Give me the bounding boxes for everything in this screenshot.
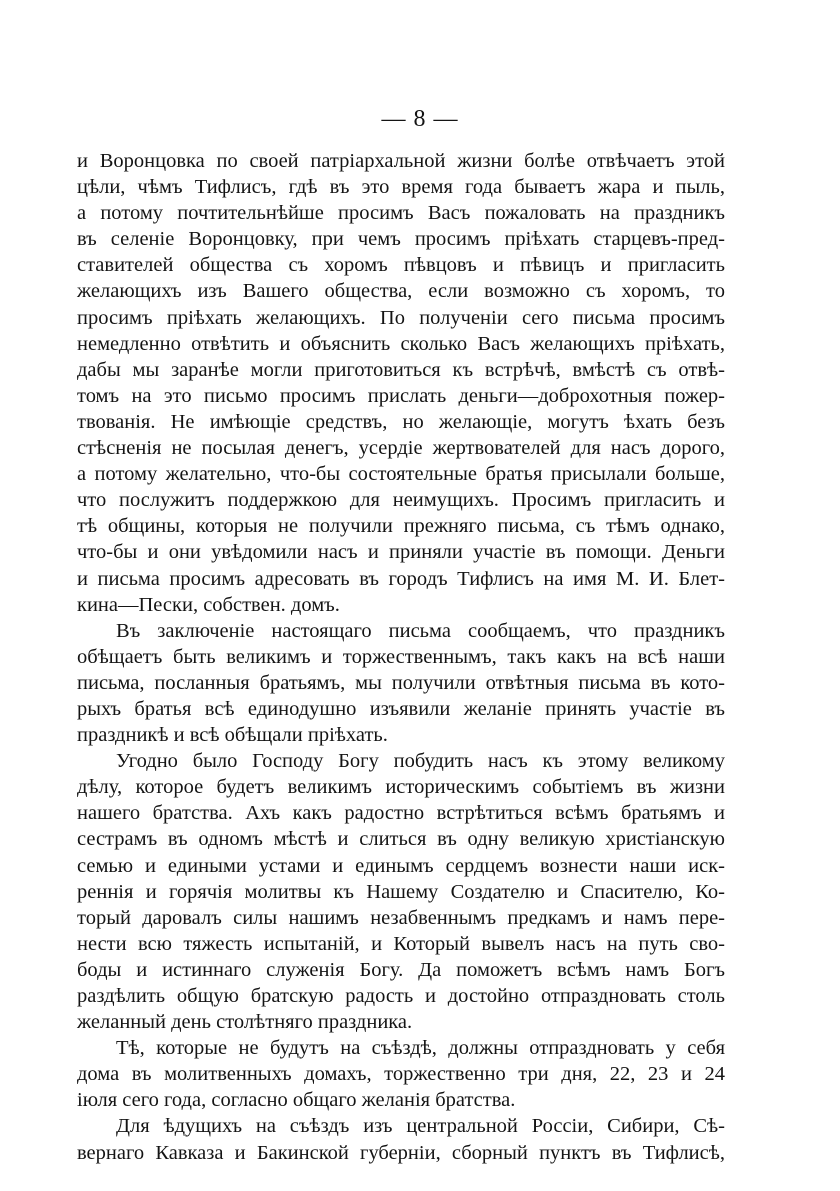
paragraph: [77, 1113, 725, 1165]
text-line: ставителей общества съ хоромъ пѣвцовъ и пѣвицъ и пригласить: [77, 254, 725, 277]
text-line: что-бы и они увѣдомили насъ и приняли участіе въ помощи. Деньги: [77, 541, 725, 564]
text-line: Тѣ, которые не будутъ на съѣздѣ, должны отпраздновать у себя: [116, 1037, 725, 1060]
paragraph: [77, 1035, 725, 1113]
text-line: дома въ молитвенныхъ домахъ, торжественно три дня, 22, 23 и 24: [77, 1063, 725, 1086]
text-line: немедленно отвѣтить и объяснить сколько Васъ желающихъ пріѣхать,: [77, 332, 725, 355]
text-line: сестрамъ въ одномъ мѣстѣ и слиться въ одну великую христіанскую: [77, 828, 725, 851]
text-line: вернаго Кавказа и Бакинской губерніи, сборный пунктъ въ Тифлисѣ,: [77, 1141, 725, 1164]
text-line: томъ на это письмо просимъ прислать деньги—доброхотныя пожер-: [77, 384, 725, 407]
text-line: нести всю тяжесть испытаній, и Который вывелъ насъ на путь сво-: [77, 932, 725, 955]
text-line: боды и истиннаго служенія Богу. Да поможетъ всѣмъ намъ Богъ: [77, 958, 725, 981]
text-line: кина—Пески, собствен. домъ.: [77, 593, 340, 616]
text-line: раздѣлить общую братскую радость и достойно отпраздновать столь: [77, 985, 725, 1007]
text-line: что послужитъ поддержкою для неимущихъ. Просимъ пригласить и: [77, 489, 725, 512]
page-number: — 8 —: [381, 106, 459, 132]
text-line: твованія. Не имѣющіе средствъ, но желающіе, могутъ ѣхать безъ: [77, 410, 725, 433]
text-line: Угодно было Господу Богу побудить насъ къ этому великому: [116, 750, 725, 773]
text-line: стѣсненія не посылая денегъ, усердіе жертвователей для насъ дорого,: [77, 437, 725, 460]
paragraph: [77, 148, 725, 618]
text-line: Для ѣдущихъ на съѣздъ изъ центральной Россіи, Сибири, Сѣ-: [116, 1115, 725, 1138]
text-line: желающихъ изъ Вашего общества, если возможно съ хоромъ, то: [77, 280, 725, 303]
text-line: и письма просимъ адресовать въ городъ Тифлисъ на имя М. И. Блет-: [77, 567, 725, 590]
text-line: а потому почтительнѣйше просимъ Васъ пожаловать на праздникъ: [77, 202, 725, 225]
text-line: дѣлу, которое будетъ великимъ историческимъ событіемъ въ жизни: [77, 776, 725, 799]
text-line: семью и едиными устами и единымъ сердцемъ вознести наши иск-: [77, 854, 725, 877]
paragraph: [77, 618, 725, 748]
text-line: обѣщаетъ быть великимъ и торжественнымъ, такъ какъ на всѣ наши: [77, 645, 725, 668]
text-line: праздникѣ и всѣ обѣщали пріѣхать.: [77, 724, 388, 747]
text-line: нашего братства. Ахъ какъ радостно встрѣтиться всѣмъ братьямъ и: [77, 802, 725, 825]
text-line: просимъ пріѣхать желающихъ. По полученіи сего письма просимъ: [77, 306, 725, 329]
paragraph: [77, 748, 725, 1035]
text-line: торый даровалъ силы нашимъ незабвеннымъ предкамъ и намъ пере-: [77, 906, 725, 929]
text-line: а потому желательно, что-бы состоятельные братья присылали больше,: [77, 463, 725, 486]
text-line: дабы мы заранѣе могли приготовиться къ встрѣчѣ, вмѣстѣ съ отвѣ-: [77, 358, 725, 381]
body-text: [77, 148, 725, 1166]
text-line: цѣли, чѣмъ Тифлисъ, гдѣ въ это время года бываетъ жара и пыль,: [77, 176, 725, 199]
text-line: въ селеніе Воронцовку, при чемъ просимъ пріѣхать старцевъ-пред-: [77, 228, 725, 251]
text-line: рыхъ братья всѣ единодушно изъявили желаніе принять участіе въ: [77, 697, 725, 720]
text-line: и Воронцовка по своей патріархальной жизни болѣе отвѣчаетъ этой: [77, 150, 725, 172]
text-line: тѣ общины, которыя не получили прежняго письма, съ тѣмъ однако,: [77, 515, 725, 538]
text-line: Въ заключеніе настоящаго письма сообщаемъ, что праздникъ: [116, 619, 725, 642]
text-line: іюля сего года, согласно общаго желанія братства.: [77, 1089, 516, 1112]
text-line: реннія и горячія молитвы къ Нашему Создателю и Спасителю, Ко-: [77, 880, 725, 903]
text-line: письма, посланныя братьямъ, мы получили отвѣтныя письма въ кото-: [77, 671, 725, 694]
text-line: желанный день столѣтняго праздника.: [77, 1011, 413, 1034]
